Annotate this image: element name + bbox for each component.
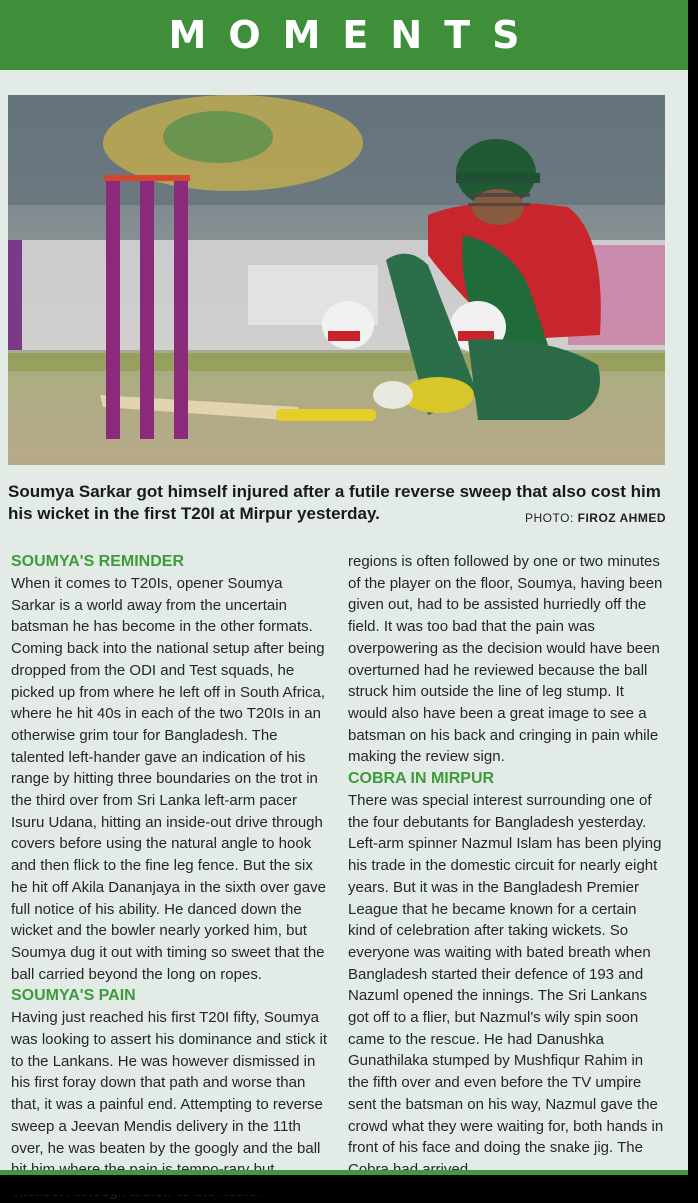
credit-name: FIROZ AHMED bbox=[577, 511, 666, 525]
section-heading-reminder: SOUMYA'S REMINDER bbox=[11, 553, 185, 570]
section-body-pain-part2: regions is often followed by one or two minutes of the player on the floor, Soumya, having been given out, had to be assisted hurriedly off the field. It was too bad that the pain was overpowering as the decision would have been overturned had he reviewed because the ball struck him outside the line of leg stump. It would also have been a great image to see a batsman on his back and cringing in pain while making the review sign. bbox=[348, 553, 663, 766]
photo-caption: Soumya Sarkar got himself injured after a futile reverse sweep that also cost him his wicket in the first T20I at Mirpur yesterday. bbox=[8, 482, 661, 523]
page-shadow-bottom bbox=[0, 1175, 698, 1195]
article-column-right bbox=[348, 551, 666, 1181]
photo-credit bbox=[525, 511, 666, 525]
moments-banner bbox=[0, 0, 688, 70]
section-body-pain-part1: Having just reached his first T20I fifty, Soumya was looking to assert his dominance and stick it to the Lankans. He was however dismissed in his first foray down that path and worse than that, it was a painful end. Attempting to reverse sweep a Jeevan Mendis delivery in the 11th over, he was beaten by the googly and the ball bbox=[11, 1009, 327, 1157]
section-heading-pain: SOUMYA'S PAIN bbox=[11, 987, 136, 1005]
credit-label: PHOTO: bbox=[524, 511, 574, 525]
section-body-reminder: When it comes to T20Is, opener Soumya Sarkar is a world away from the uncertain batsman he has become in the other formats. Coming back into the national setup after being dropped from the ODI and Test squads, he picked up from where he left off in South Africa, where he hit 40s in each of the two T20Is in an otherwise grim tour for Bangladesh. The talented left-hander gave an indication of his range by hitting three boundaries on the trot in the third over from Sri Lanka left-arm pacer Isuru Udana, hitting an inside-out drive through covers before using the natural angle to hook and then flick to the fine leg fence. But the six he hit off Akila Dananjaya in the sixth over gave full notice of his ability. He danced down the wicket and the bowler nearly yorked him, but Soumya dug it out with timing so sweet that the ball carried beyond the long on ropes. bbox=[11, 575, 326, 983]
cricket-photo bbox=[8, 95, 665, 465]
section-heading-cobra: COBRA IN MIRPUR bbox=[348, 770, 495, 788]
section-body-cobra: There was special interest surrounding one of the four debutants for Bangladesh yesterday. Left-arm spinner Nazmul Islam has been plying his trade in the domestic circuit for nearly eight years. But it was in the Bangladesh Premier League that he became known for a certain kind of celebration after taking wickets. So everyone was waiting with bated breath when Bangladesh started their defence of 193 and Nazuml opened the innings. The Sri Lankans got off to a flier, but Nazmul's wily spin soon came to the rescue. He had Danushka Gunathilaka stumped by Mushfiqur Rahim in the fifth over and even before the TV umpire sent the batsman on his way, Nazmul gave the crowd what they were waiting for, both hands in front of his face and doing the snake jig. The bbox=[348, 792, 664, 1157]
article-column-left bbox=[11, 551, 329, 1203]
banner-title: MOMENTS bbox=[168, 13, 542, 57]
page-shadow-right bbox=[688, 0, 698, 1195]
